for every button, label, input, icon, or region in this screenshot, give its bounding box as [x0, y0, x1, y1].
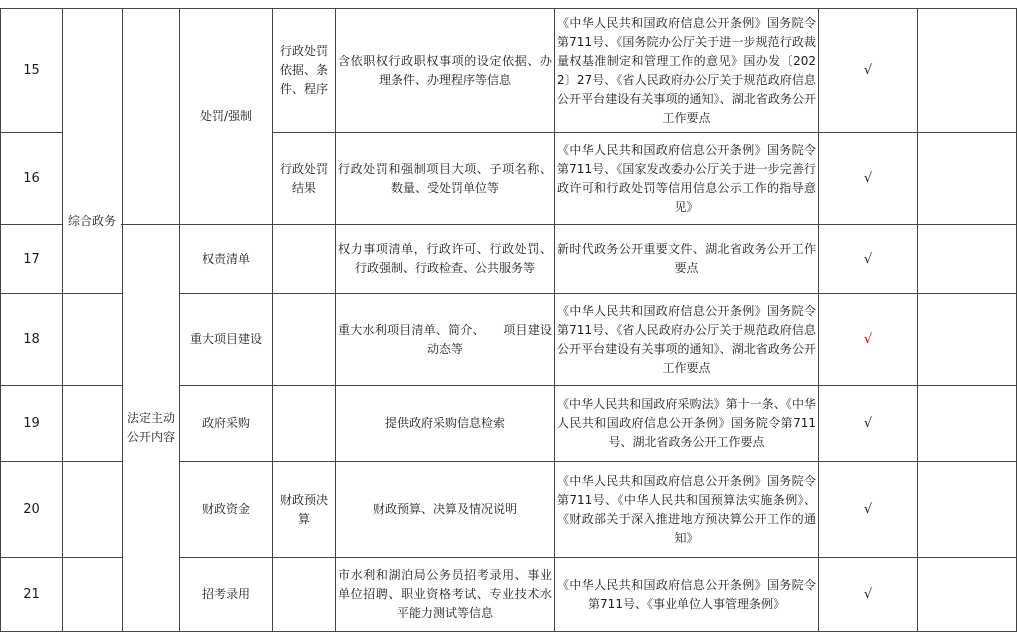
- disclosure-basis: 新时代政务公开重要文件、湖北省政务公开工作要点: [555, 225, 819, 294]
- subitem-name: 行政处罚结果: [273, 133, 336, 225]
- check-mark: √: [819, 558, 918, 632]
- disclosure-content: 行政处罚和强制项目大项、子项名称、数量、受处罚单位等: [336, 133, 555, 225]
- empty-cell: [918, 294, 1017, 386]
- category-level1-cell: [63, 462, 123, 558]
- check-mark: √: [819, 133, 918, 225]
- empty-cell: [918, 558, 1017, 632]
- table-row: [1, 9, 1017, 133]
- category-level2-top-cell: [123, 9, 180, 225]
- disclosure-content: 权力事项清单，行政许可、行政处罚、行政强制、行政检查、公共服务等: [336, 225, 555, 294]
- subitem-empty: [273, 225, 336, 294]
- subitem-empty: [273, 294, 336, 386]
- category-level1-cell: [63, 558, 123, 632]
- item-name: 重大项目建设: [180, 294, 273, 386]
- row-number: 17: [1, 225, 63, 294]
- row-number: 15: [1, 9, 63, 133]
- disclosure-content: 含依职权行政职权事项的设定依据、办理条件、办理程序等信息: [336, 9, 555, 133]
- category-level1-cell: [63, 225, 123, 294]
- disclosure-basis: 《中华人民共和国政府信息公开条例》国务院令第711号、《中华人民共和国预算法实施条例》、《财政部关于深入推进地方预决算公开工作的通知》: [555, 462, 819, 558]
- row-number: 19: [1, 386, 63, 462]
- disclosure-basis: 《中华人民共和国政府信息公开条例》国务院令第711号、《事业单位人事管理条例》: [555, 558, 819, 632]
- empty-cell: [918, 225, 1017, 294]
- category-level1-cell: [63, 386, 123, 462]
- disclosure-content: 重大水利项目清单、简介、 项目建设动态等: [336, 294, 555, 386]
- item-name: 处罚/强制: [180, 9, 273, 225]
- item-name: 招考录用: [180, 558, 273, 632]
- empty-cell: [918, 462, 1017, 558]
- check-mark-red: √: [819, 294, 918, 386]
- disclosure-content: 提供政府采购信息检索: [336, 386, 555, 462]
- disclosure-basis: 《中华人民共和国政府信息公开条例》国务院令第711号、《国家发改委办公厅关于进一步完善行政许可和行政处罚等信用信息公示工作的指导意见》: [555, 133, 819, 225]
- item-name: 权责清单: [180, 225, 273, 294]
- category-level2: 法定主动公开内容: [123, 225, 180, 632]
- check-mark: √: [819, 225, 918, 294]
- disclosure-content: 财政预算、决算及情况说明: [336, 462, 555, 558]
- item-name: 政府采购: [180, 386, 273, 462]
- row-number: 20: [1, 462, 63, 558]
- subitem-empty: [273, 386, 336, 462]
- category-level1-cell: [63, 294, 123, 386]
- disclosure-basis: 《中华人民共和国政府信息公开条例》国务院令第711号、《国务院办公厅关于进一步规范行政裁量权基准制定和管理工作的意见》国办发〔2022〕27号、《省人民政府办公厅关于规范政府信息公开平台建设有关事项的通知》、湖北省政务公开工作要点: [555, 9, 819, 133]
- check-mark: √: [819, 9, 918, 133]
- subitem-empty: [273, 558, 336, 632]
- empty-cell: [918, 9, 1017, 133]
- disclosure-table: [0, 8, 1017, 632]
- category-level1-cell: [63, 9, 123, 225]
- check-mark: √: [819, 462, 918, 558]
- subitem-name: 行政处罚依据、条件、程序: [273, 9, 336, 133]
- row-number: 21: [1, 558, 63, 632]
- check-mark: √: [819, 386, 918, 462]
- row-number: 16: [1, 133, 63, 225]
- disclosure-basis: 《中华人民共和国政府采购法》第十一条、《中华人民共和国政府信息公开条例》国务院令第711号、湖北省政务公开工作要点: [555, 386, 819, 462]
- disclosure-content: 市水利和湖泊局公务员招考录用、事业单位招聘、职业资格考试、专业技术水平能力测试等信息: [336, 558, 555, 632]
- disclosure-basis: 《中华人民共和国政府信息公开条例》国务院令第711号、《省人民政府办公厅关于规范政府信息公开平台建设有关事项的通知》、湖北省政务公开工作要点: [555, 294, 819, 386]
- empty-cell: [918, 133, 1017, 225]
- row-number: 18: [1, 294, 63, 386]
- empty-cell: [918, 386, 1017, 462]
- item-name: 财政资金: [180, 462, 273, 558]
- subitem-name: 财政预决算: [273, 462, 336, 558]
- table-row: [1, 225, 1017, 294]
- category-level1: 综合政务: [63, 212, 121, 231]
